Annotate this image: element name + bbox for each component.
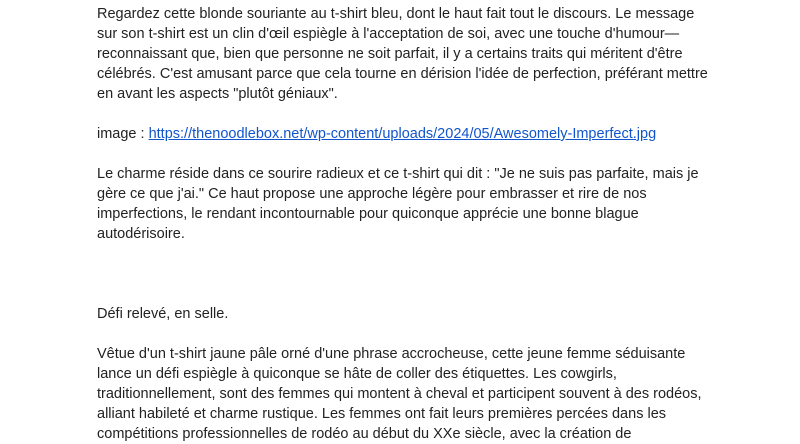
paragraph-cowgirl: Vêtue d'un t-shirt jaune pâle orné d'une phrase accrocheuse, cette jeune femme séduisante lance un défi espiègle à quiconque se hâte de coller des étiquettes. Les cowgirls, traditionnellement, sont des femmes qui montent à cheval et participent souvent à des rodéos, alliant habileté et charme rustique. Les femmes ont fait leurs premières percées dans les compétitions professionnelles de rodéo au début du XXe siècle, avec la création de bbox=[97, 346, 702, 442]
section-heading-challenge: Défi relevé, en selle. bbox=[97, 306, 229, 322]
paragraph-spacer bbox=[97, 104, 712, 124]
image-link[interactable]: https://thenoodlebox.net/wp-content/uploads/2024/05/Awesomely-Imperfect.jpg bbox=[148, 126, 657, 142]
paragraph-spacer bbox=[97, 324, 712, 344]
section-spacer bbox=[97, 244, 712, 304]
paragraph-charm: Le charme réside dans ce sourire radieux et ce t-shirt qui dit : "Je ne suis pas parfaite, mais je gère ce que j'ai." Ce haut propose une approche légère pour embrasser et rire de nos imperfections, le rendant incontournable pour quiconque apprécie une bonne blague autodérisoire. bbox=[97, 166, 699, 242]
document-body bbox=[97, 4, 712, 444]
image-label: image : bbox=[97, 126, 149, 142]
image-line bbox=[97, 124, 712, 144]
paragraph-awesomely-imperfect: Regardez cette blonde souriante au t-shirt bleu, dont le haut fait tout le discours. Le message sur son t-shirt est un clin d'œil espiègle à l'acceptation de soi, avec une touche d'humour—reconnaissant que, bien que personne ne soit parfait, il y a certains traits qui méritent d'être célébrés. C'est amusant parce que cela tourne en dérision l'idée de perfection, préférant mettre en avant les aspects "plutôt géniaux". bbox=[97, 6, 708, 102]
paragraph-spacer bbox=[97, 144, 712, 164]
